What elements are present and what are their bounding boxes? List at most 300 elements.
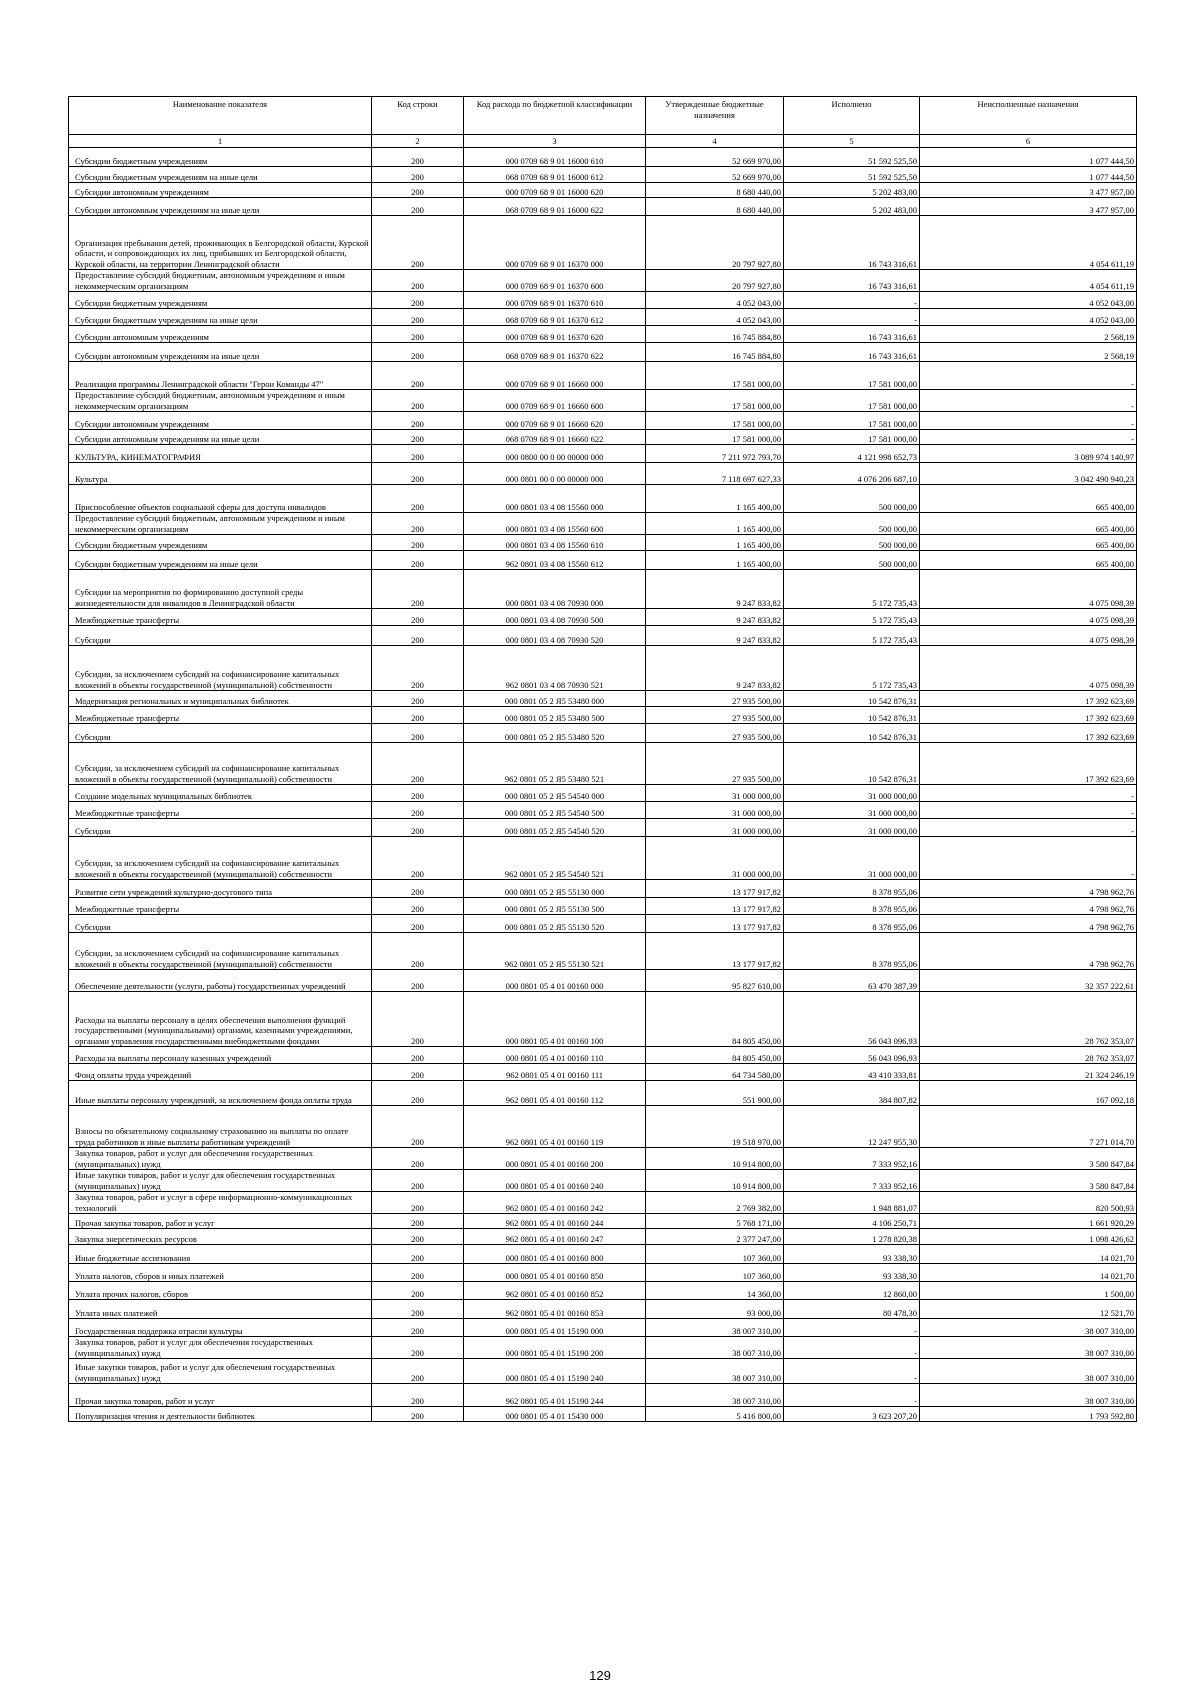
row-name-cell: Закупка энергетических ресурсов: [69, 1229, 372, 1245]
table-row: [69, 1148, 1137, 1170]
header-approved-assignments: Утвержденные бюджетные назначения: [646, 97, 784, 135]
remaining-amount-cell: 14 021,70: [920, 1264, 1137, 1282]
row-code-cell: 200: [372, 691, 464, 707]
table-row: [69, 513, 1137, 535]
classification-code-cell: 000 0801 05 4 01 00160 000: [464, 970, 646, 992]
approved-amount-cell: 13 177 917,82: [646, 933, 784, 970]
row-code-cell: 200: [372, 1300, 464, 1319]
executed-amount-cell: 5 172 735,43: [784, 626, 920, 646]
row-code-cell: 200: [372, 1170, 464, 1192]
remaining-amount-cell: -: [920, 430, 1137, 445]
executed-amount-cell: 43 410 333,81: [784, 1064, 920, 1081]
row-name-cell: Субсидии автономным учреждениям на иные цели: [69, 430, 372, 445]
table-row: [69, 691, 1137, 707]
row-name-cell: Субсидии, за исключением субсидий на софинансирование капитальных вложений в объекты государственной (муниципальной) собственности: [69, 743, 372, 785]
executed-amount-cell: 500 000,00: [784, 513, 920, 535]
table-row: [69, 785, 1137, 802]
executed-amount-cell: 8 378 955,06: [784, 898, 920, 915]
executed-amount-cell: 31 000 000,00: [784, 785, 920, 802]
remaining-amount-cell: 2 568,19: [920, 343, 1137, 362]
row-name-cell: Приспособление объектов социальной сферы для доступа инвалидов: [69, 485, 372, 513]
row-code-cell: 200: [372, 1106, 464, 1148]
remaining-amount-cell: 4 798 962,76: [920, 898, 1137, 915]
approved-amount-cell: 9 247 833,82: [646, 646, 784, 691]
classification-code-cell: 962 0801 03 4 08 70930 521: [464, 646, 646, 691]
remaining-amount-cell: 4 798 962,76: [920, 933, 1137, 970]
table-row: [69, 646, 1137, 691]
executed-amount-cell: 384 807,82: [784, 1081, 920, 1106]
table-row: [69, 1407, 1137, 1422]
remaining-amount-cell: 3 477 957,00: [920, 198, 1137, 216]
remaining-amount-cell: 665 400,00: [920, 535, 1137, 551]
table-row: [69, 430, 1137, 445]
approved-amount-cell: 17 581 000,00: [646, 390, 784, 412]
column-number: 4: [646, 135, 784, 148]
table-row: [69, 626, 1137, 646]
row-code-cell: 200: [372, 1319, 464, 1337]
row-code-cell: 200: [372, 1047, 464, 1064]
approved-amount-cell: 17 581 000,00: [646, 412, 784, 430]
row-code-cell: 200: [372, 724, 464, 743]
remaining-amount-cell: 17 392 623,69: [920, 707, 1137, 724]
row-code-cell: 200: [372, 1282, 464, 1300]
executed-amount-cell: 16 743 316,61: [784, 216, 920, 270]
remaining-amount-cell: 17 392 623,69: [920, 724, 1137, 743]
row-name-cell: Закупка товаров, работ и услуг в сфере информационно-коммуникационных технологий: [69, 1192, 372, 1214]
header-budget-classification-code: Код расхода по бюджетной классификации: [464, 97, 646, 135]
approved-amount-cell: 27 935 500,00: [646, 743, 784, 785]
row-name-cell: Развитие сети учреждений культурно-досугового типа: [69, 880, 372, 898]
row-code-cell: 200: [372, 551, 464, 570]
header-indicator-name: Наименование показателя: [69, 97, 372, 135]
remaining-amount-cell: 17 392 623,69: [920, 743, 1137, 785]
table-row: [69, 724, 1137, 743]
classification-code-cell: 000 0801 05 2 Я5 55130 520: [464, 915, 646, 933]
row-name-cell: Государственная поддержка отрасли культуры: [69, 1319, 372, 1337]
executed-amount-cell: 8 378 955,06: [784, 933, 920, 970]
table-row: [69, 309, 1137, 326]
row-name-cell: Субсидии, за исключением субсидий на софинансирование капитальных вложений в объекты государственной (муниципальной) собственности: [69, 933, 372, 970]
approved-amount-cell: 8 680 440,00: [646, 198, 784, 216]
classification-code-cell: 000 0801 05 2 Я5 54540 500: [464, 802, 646, 819]
approved-amount-cell: 38 007 310,00: [646, 1359, 784, 1384]
table-row: [69, 1359, 1137, 1384]
remaining-amount-cell: 4 075 098,39: [920, 609, 1137, 626]
remaining-amount-cell: -: [920, 837, 1137, 880]
table-row: [69, 551, 1137, 570]
executed-amount-cell: 5 172 735,43: [784, 570, 920, 609]
approved-amount-cell: 17 581 000,00: [646, 362, 784, 390]
remaining-amount-cell: 3 580 847,84: [920, 1170, 1137, 1192]
row-code-cell: 200: [372, 837, 464, 880]
row-code-cell: 200: [372, 933, 464, 970]
approved-amount-cell: 93 000,00: [646, 1300, 784, 1319]
row-name-cell: Культура: [69, 463, 372, 485]
row-code-cell: 200: [372, 802, 464, 819]
row-name-cell: Субсидии бюджетным учреждениям: [69, 292, 372, 309]
classification-code-cell: 000 0801 03 4 08 15560 610: [464, 535, 646, 551]
classification-code-cell: 000 0801 05 4 01 00160 200: [464, 1148, 646, 1170]
table-row: [69, 445, 1137, 463]
row-name-cell: Создание модельных муниципальных библиотек: [69, 785, 372, 802]
approved-amount-cell: 2 377 247,00: [646, 1229, 784, 1245]
row-code-cell: 200: [372, 1384, 464, 1407]
executed-amount-cell: 500 000,00: [784, 485, 920, 513]
remaining-amount-cell: 4 075 098,39: [920, 646, 1137, 691]
approved-amount-cell: 20 797 927,80: [646, 270, 784, 292]
table-row: [69, 412, 1137, 430]
remaining-amount-cell: 1 500,00: [920, 1282, 1137, 1300]
table-row: [69, 1214, 1137, 1229]
classification-code-cell: 962 0801 05 4 01 00160 853: [464, 1300, 646, 1319]
remaining-amount-cell: 4 054 611,19: [920, 216, 1137, 270]
executed-amount-cell: -: [784, 1359, 920, 1384]
row-name-cell: Субсидии автономным учреждениям: [69, 183, 372, 198]
table-row: [69, 1229, 1137, 1245]
table-row: [69, 837, 1137, 880]
table-row: [69, 1337, 1137, 1359]
classification-code-cell: 068 0709 68 9 01 16370 622: [464, 343, 646, 362]
remaining-amount-cell: 4 798 962,76: [920, 915, 1137, 933]
classification-code-cell: 000 0801 03 4 08 70930 500: [464, 609, 646, 626]
table-row: [69, 1170, 1137, 1192]
column-number-row: [69, 135, 1137, 148]
classification-code-cell: 000 0801 03 4 08 70930 000: [464, 570, 646, 609]
table-row: [69, 1081, 1137, 1106]
row-name-cell: Субсидии: [69, 915, 372, 933]
row-code-cell: 200: [372, 1148, 464, 1170]
row-name-cell: Субсидии: [69, 724, 372, 743]
row-code-cell: 200: [372, 412, 464, 430]
approved-amount-cell: 27 935 500,00: [646, 724, 784, 743]
executed-amount-cell: -: [784, 1384, 920, 1407]
row-code-cell: 200: [372, 1229, 464, 1245]
classification-code-cell: 000 0709 68 9 01 16660 600: [464, 390, 646, 412]
row-name-cell: Уплата прочих налогов, сборов: [69, 1282, 372, 1300]
executed-amount-cell: 31 000 000,00: [784, 837, 920, 880]
remaining-amount-cell: 28 762 353,07: [920, 1047, 1137, 1064]
remaining-amount-cell: 1 793 592,80: [920, 1407, 1137, 1422]
row-code-cell: 200: [372, 1064, 464, 1081]
remaining-amount-cell: 3 580 847,84: [920, 1148, 1137, 1170]
classification-code-cell: 000 0801 05 2 Я5 55130 000: [464, 880, 646, 898]
approved-amount-cell: 10 914 800,00: [646, 1170, 784, 1192]
approved-amount-cell: 38 007 310,00: [646, 1319, 784, 1337]
table-row: [69, 802, 1137, 819]
row-code-cell: 200: [372, 609, 464, 626]
table-row: [69, 819, 1137, 837]
executed-amount-cell: 16 743 316,61: [784, 326, 920, 343]
classification-code-cell: 962 0801 05 4 01 00160 242: [464, 1192, 646, 1214]
row-code-cell: 200: [372, 513, 464, 535]
row-name-cell: Реализация программы Ленинградской области "Герои Команды 47": [69, 362, 372, 390]
executed-amount-cell: 31 000 000,00: [784, 802, 920, 819]
row-name-cell: Субсидии: [69, 819, 372, 837]
executed-amount-cell: -: [784, 309, 920, 326]
executed-amount-cell: 56 043 096,93: [784, 992, 920, 1047]
page-number: 129: [589, 1668, 611, 1683]
remaining-amount-cell: 7 271 014,70: [920, 1106, 1137, 1148]
row-code-cell: 200: [372, 1264, 464, 1282]
approved-amount-cell: 52 669 970,00: [646, 148, 784, 167]
approved-amount-cell: 2 769 382,00: [646, 1192, 784, 1214]
remaining-amount-cell: 28 762 353,07: [920, 992, 1137, 1047]
table-row: [69, 970, 1137, 992]
executed-amount-cell: 93 338,30: [784, 1245, 920, 1264]
header-row: [69, 97, 1137, 135]
approved-amount-cell: 95 827 610,00: [646, 970, 784, 992]
row-code-cell: 200: [372, 570, 464, 609]
row-code-cell: 200: [372, 292, 464, 309]
row-name-cell: Закупка товаров, работ и услуг для обеспечения государственных (муниципальных) нужд: [69, 1148, 372, 1170]
row-name-cell: Расходы на выплаты персоналу казенных учреждений: [69, 1047, 372, 1064]
table-row: [69, 362, 1137, 390]
executed-amount-cell: 10 542 876,31: [784, 724, 920, 743]
executed-amount-cell: 56 043 096,93: [784, 1047, 920, 1064]
classification-code-cell: 962 0801 05 2 Я5 55130 521: [464, 933, 646, 970]
table-row: [69, 485, 1137, 513]
executed-amount-cell: 17 581 000,00: [784, 390, 920, 412]
remaining-amount-cell: 820 500,93: [920, 1192, 1137, 1214]
row-name-cell: Иные выплаты персоналу учреждений, за исключением фонда оплаты труда: [69, 1081, 372, 1106]
row-name-cell: Фонд оплаты труда учреждений: [69, 1064, 372, 1081]
row-name-cell: Прочая закупка товаров, работ и услуг: [69, 1384, 372, 1407]
column-number: 5: [784, 135, 920, 148]
table-row: [69, 167, 1137, 183]
executed-amount-cell: 5 202 483,00: [784, 183, 920, 198]
column-number: 2: [372, 135, 464, 148]
row-name-cell: Предоставление субсидий бюджетным, автономным учреждениям и иным некоммерческим организациям: [69, 390, 372, 412]
approved-amount-cell: 8 680 440,00: [646, 183, 784, 198]
header-unexecuted-assignments: Неисполненные назначения: [920, 97, 1137, 135]
classification-code-cell: 068 0709 68 9 01 16660 622: [464, 430, 646, 445]
column-number: 1: [69, 135, 372, 148]
approved-amount-cell: 9 247 833,82: [646, 609, 784, 626]
row-code-cell: 200: [372, 1214, 464, 1229]
table-row: [69, 292, 1137, 309]
executed-amount-cell: 17 581 000,00: [784, 362, 920, 390]
approved-amount-cell: 10 914 800,00: [646, 1148, 784, 1170]
classification-code-cell: 000 0801 05 2 Я5 54540 000: [464, 785, 646, 802]
remaining-amount-cell: 167 092,18: [920, 1081, 1137, 1106]
approved-amount-cell: 13 177 917,82: [646, 880, 784, 898]
executed-amount-cell: 7 333 952,16: [784, 1148, 920, 1170]
remaining-amount-cell: -: [920, 802, 1137, 819]
approved-amount-cell: 38 007 310,00: [646, 1337, 784, 1359]
approved-amount-cell: 31 000 000,00: [646, 785, 784, 802]
classification-code-cell: 000 0801 05 2 Я5 54540 520: [464, 819, 646, 837]
header-executed: Исполнено: [784, 97, 920, 135]
approved-amount-cell: 31 000 000,00: [646, 819, 784, 837]
classification-code-cell: 000 0709 68 9 01 16370 610: [464, 292, 646, 309]
row-name-cell: Закупка товаров, работ и услуг для обеспечения государственных (муниципальных) нужд: [69, 1337, 372, 1359]
classification-code-cell: 000 0801 05 2 Я5 55130 500: [464, 898, 646, 915]
row-name-cell: Обеспечение деятельности (услуги, работы) государственных учреждений: [69, 970, 372, 992]
row-code-cell: 200: [372, 167, 464, 183]
classification-code-cell: 000 0801 05 2 Я5 53480 500: [464, 707, 646, 724]
row-code-cell: 200: [372, 898, 464, 915]
executed-amount-cell: 500 000,00: [784, 535, 920, 551]
executed-amount-cell: 16 743 316,61: [784, 270, 920, 292]
table-row: [69, 198, 1137, 216]
table-row: [69, 535, 1137, 551]
row-name-cell: КУЛЬТУРА, КИНЕМАТОГРАФИЯ: [69, 445, 372, 463]
executed-amount-cell: 8 378 955,06: [784, 915, 920, 933]
row-code-cell: 200: [372, 326, 464, 343]
approved-amount-cell: 38 007 310,00: [646, 1384, 784, 1407]
row-code-cell: 200: [372, 445, 464, 463]
classification-code-cell: 000 0801 05 2 Я5 53480 000: [464, 691, 646, 707]
table-row: [69, 463, 1137, 485]
classification-code-cell: 000 0801 00 0 00 00000 000: [464, 463, 646, 485]
row-code-cell: 200: [372, 535, 464, 551]
table-row: [69, 898, 1137, 915]
approved-amount-cell: 4 052 043,00: [646, 309, 784, 326]
approved-amount-cell: 5 416 800,00: [646, 1407, 784, 1422]
remaining-amount-cell: 3 089 974 140,97: [920, 445, 1137, 463]
classification-code-cell: 000 0801 05 4 01 00160 800: [464, 1245, 646, 1264]
executed-amount-cell: 5 172 735,43: [784, 646, 920, 691]
classification-code-cell: 000 0801 05 4 01 00160 100: [464, 992, 646, 1047]
executed-amount-cell: 16 743 316,61: [784, 343, 920, 362]
header-row-code: Код строки: [372, 97, 464, 135]
table-row: [69, 1192, 1137, 1214]
row-name-cell: Организация пребывания детей, проживающих в Белгородской области, Курской области, и сопровождающих их лиц, прибывших из Белгородской области, Курской области, на территории Ленинградской области: [69, 216, 372, 270]
row-name-cell: Предоставление субсидий бюджетным, автономным учреждениям и иным некоммерческим организациям: [69, 513, 372, 535]
remaining-amount-cell: 665 400,00: [920, 513, 1137, 535]
classification-code-cell: 000 0709 68 9 01 16000 620: [464, 183, 646, 198]
table-row: [69, 1384, 1137, 1407]
row-name-cell: Иные закупки товаров, работ и услуг для обеспечения государственных (муниципальных) нужд: [69, 1359, 372, 1384]
row-code-cell: 200: [372, 216, 464, 270]
row-name-cell: Субсидии: [69, 626, 372, 646]
table-row: [69, 1319, 1137, 1337]
remaining-amount-cell: 1 098 426,62: [920, 1229, 1137, 1245]
table-row: [69, 1047, 1137, 1064]
classification-code-cell: 000 0801 05 4 01 00160 110: [464, 1047, 646, 1064]
row-code-cell: 200: [372, 819, 464, 837]
row-name-cell: Субсидии автономным учреждениям на иные цели: [69, 343, 372, 362]
row-code-cell: 200: [372, 743, 464, 785]
remaining-amount-cell: -: [920, 390, 1137, 412]
remaining-amount-cell: -: [920, 412, 1137, 430]
table-body: [69, 135, 1137, 1422]
executed-amount-cell: 1 278 820,38: [784, 1229, 920, 1245]
approved-amount-cell: 107 360,00: [646, 1245, 784, 1264]
executed-amount-cell: 10 542 876,31: [784, 743, 920, 785]
row-name-cell: Субсидии бюджетным учреждениям на иные цели: [69, 167, 372, 183]
classification-code-cell: 000 0801 05 4 01 15190 000: [464, 1319, 646, 1337]
remaining-amount-cell: 4 075 098,39: [920, 570, 1137, 609]
row-name-cell: Субсидии, за исключением субсидий на софинансирование капитальных вложений в объекты государственной (муниципальной) собственности: [69, 837, 372, 880]
approved-amount-cell: 16 745 884,80: [646, 326, 784, 343]
executed-amount-cell: 12 860,00: [784, 1282, 920, 1300]
row-code-cell: 200: [372, 362, 464, 390]
table-row: [69, 1264, 1137, 1282]
approved-amount-cell: 20 797 927,80: [646, 216, 784, 270]
column-number: 6: [920, 135, 1137, 148]
row-code-cell: 200: [372, 1359, 464, 1384]
classification-code-cell: 962 0801 03 4 08 15560 612: [464, 551, 646, 570]
table-row: [69, 609, 1137, 626]
row-code-cell: 200: [372, 707, 464, 724]
executed-amount-cell: 10 542 876,31: [784, 707, 920, 724]
classification-code-cell: 000 0709 68 9 01 16660 000: [464, 362, 646, 390]
row-code-cell: 200: [372, 1407, 464, 1422]
table-row: [69, 992, 1137, 1047]
table-row: [69, 933, 1137, 970]
row-code-cell: 200: [372, 970, 464, 992]
row-name-cell: Иные бюджетные ассигнования: [69, 1245, 372, 1264]
executed-amount-cell: -: [784, 292, 920, 309]
executed-amount-cell: 80 478,30: [784, 1300, 920, 1319]
table-row: [69, 1245, 1137, 1264]
classification-code-cell: 068 0709 68 9 01 16000 612: [464, 167, 646, 183]
executed-amount-cell: 51 592 525,50: [784, 148, 920, 167]
table-row: [69, 390, 1137, 412]
remaining-amount-cell: 38 007 310,00: [920, 1319, 1137, 1337]
approved-amount-cell: 1 165 400,00: [646, 535, 784, 551]
row-name-cell: Субсидии бюджетным учреждениям: [69, 148, 372, 167]
row-code-cell: 200: [372, 270, 464, 292]
approved-amount-cell: 7 211 972 793,70: [646, 445, 784, 463]
executed-amount-cell: -: [784, 1337, 920, 1359]
approved-amount-cell: 31 000 000,00: [646, 802, 784, 819]
table-row: [69, 880, 1137, 898]
remaining-amount-cell: 1 077 444,50: [920, 167, 1137, 183]
row-name-cell: Межбюджетные трансферты: [69, 802, 372, 819]
executed-amount-cell: 31 000 000,00: [784, 819, 920, 837]
approved-amount-cell: 31 000 000,00: [646, 837, 784, 880]
executed-amount-cell: 63 470 387,39: [784, 970, 920, 992]
remaining-amount-cell: 4 075 098,39: [920, 626, 1137, 646]
row-name-cell: Субсидии автономным учреждениям на иные цели: [69, 198, 372, 216]
row-name-cell: Уплата налогов, сборов и иных платежей: [69, 1264, 372, 1282]
classification-code-cell: 962 0801 05 4 01 00160 247: [464, 1229, 646, 1245]
classification-code-cell: 962 0801 05 4 01 15190 244: [464, 1384, 646, 1407]
row-name-cell: Субсидии бюджетным учреждениям: [69, 535, 372, 551]
row-name-cell: Субсидии автономным учреждениям: [69, 412, 372, 430]
table-row: [69, 270, 1137, 292]
table-row: [69, 743, 1137, 785]
row-name-cell: Предоставление субсидий бюджетным, автономным учреждениям и иным некоммерческим организациям: [69, 270, 372, 292]
remaining-amount-cell: -: [920, 785, 1137, 802]
remaining-amount-cell: -: [920, 819, 1137, 837]
remaining-amount-cell: 38 007 310,00: [920, 1337, 1137, 1359]
remaining-amount-cell: 21 324 246,19: [920, 1064, 1137, 1081]
row-code-cell: 200: [372, 183, 464, 198]
row-name-cell: Межбюджетные трансферты: [69, 898, 372, 915]
executed-amount-cell: 8 378 955,06: [784, 880, 920, 898]
budget-execution-table: [68, 96, 1137, 1422]
approved-amount-cell: 14 360,00: [646, 1282, 784, 1300]
approved-amount-cell: 17 581 000,00: [646, 430, 784, 445]
remaining-amount-cell: 665 400,00: [920, 485, 1137, 513]
remaining-amount-cell: 3 477 957,00: [920, 183, 1137, 198]
table-row: [69, 915, 1137, 933]
table-row: [69, 183, 1137, 198]
row-code-cell: 200: [372, 198, 464, 216]
row-name-cell: Модернизация региональных и муниципальных библиотек: [69, 691, 372, 707]
executed-amount-cell: 51 592 525,50: [784, 167, 920, 183]
remaining-amount-cell: 4 798 962,76: [920, 880, 1137, 898]
classification-code-cell: 000 0801 05 4 01 00160 240: [464, 1170, 646, 1192]
remaining-amount-cell: 17 392 623,69: [920, 691, 1137, 707]
classification-code-cell: 962 0801 05 4 01 00160 244: [464, 1214, 646, 1229]
approved-amount-cell: 52 669 970,00: [646, 167, 784, 183]
approved-amount-cell: 1 165 400,00: [646, 551, 784, 570]
remaining-amount-cell: 665 400,00: [920, 551, 1137, 570]
